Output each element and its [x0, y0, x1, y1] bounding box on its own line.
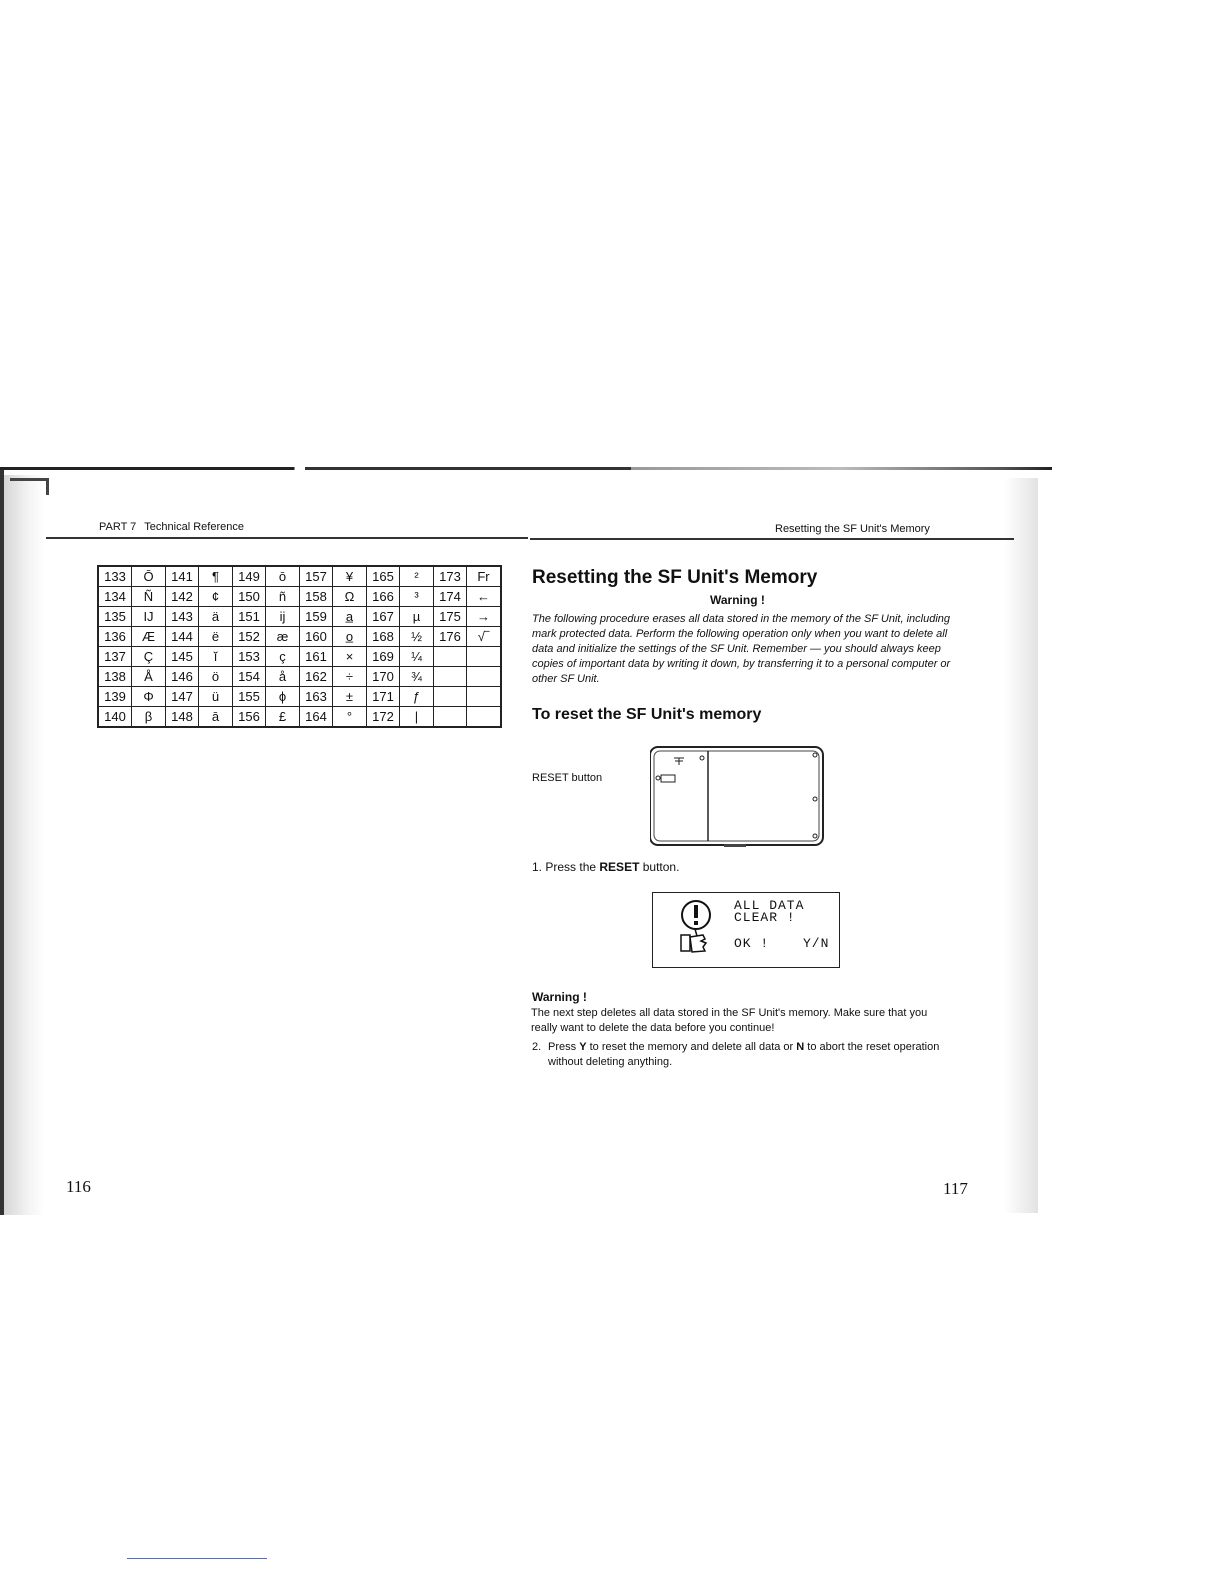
char-glyph-cell: ² — [400, 566, 434, 587]
char-glyph-cell: Å — [132, 667, 166, 687]
char-glyph-cell: å — [266, 667, 300, 687]
char-glyph-cell: ä — [199, 607, 233, 627]
char-glyph-cell: £ — [266, 707, 300, 728]
table-row — [98, 687, 501, 707]
char-code-cell: 156 — [233, 707, 266, 728]
table-row — [98, 607, 501, 627]
table-row — [98, 587, 501, 607]
char-glyph-cell: æ — [266, 627, 300, 647]
char-code-cell: 169 — [367, 647, 400, 667]
procedure-subtitle: To reset the SF Unit's memory — [532, 706, 762, 723]
table-row — [98, 667, 501, 687]
char-code-cell: 152 — [233, 627, 266, 647]
step-1 — [532, 860, 679, 874]
char-code-cell: 171 — [367, 687, 400, 707]
part-label: PART 7 — [99, 521, 137, 533]
lcd-line-1: ALL DATA — [734, 898, 805, 913]
char-code-cell: 154 — [233, 667, 266, 687]
char-code-cell: 161 — [300, 647, 333, 667]
char-code-cell: 163 — [300, 687, 333, 707]
n-key: N — [796, 1041, 805, 1053]
step-2-part-a: Press — [548, 1041, 580, 1053]
char-code-cell: 172 — [367, 707, 400, 728]
char-glyph-cell: Ō — [132, 566, 166, 587]
char-glyph-cell: Ω — [333, 587, 367, 607]
section-title: Resetting the SF Unit's Memory — [532, 567, 818, 588]
char-code-cell: 137 — [98, 647, 132, 667]
table-row — [98, 647, 501, 667]
char-glyph-cell: ½ — [400, 627, 434, 647]
step-2-part-b: to reset the memory and delete all data or — [586, 1041, 797, 1053]
char-code-cell: 162 — [300, 667, 333, 687]
char-glyph-cell: ¢ — [199, 587, 233, 607]
char-code-cell: 149 — [233, 566, 266, 587]
char-code-cell: 173 — [434, 566, 467, 587]
char-code-cell: 158 — [300, 587, 333, 607]
char-code-cell: 174 — [434, 587, 467, 607]
char-code-cell: 151 — [233, 607, 266, 627]
char-code-cell: 157 — [300, 566, 333, 587]
char-glyph-cell: ¾ — [400, 667, 434, 687]
step-2-text — [548, 1040, 952, 1070]
char-glyph-cell: ĭ — [199, 647, 233, 667]
char-glyph-cell: ë — [199, 627, 233, 647]
char-glyph-cell: ¶ — [199, 566, 233, 587]
char-code-cell: 160 — [300, 627, 333, 647]
step-2-part-c: to abort the reset operation without deleting anything. — [548, 1041, 940, 1068]
char-code-cell: 150 — [233, 587, 266, 607]
step-2 — [532, 1040, 952, 1070]
page-number-left: 116 — [66, 1177, 91, 1196]
scan-corner-mark — [10, 478, 49, 495]
char-code-cell: 148 — [166, 707, 199, 728]
char-glyph-cell: ° — [333, 707, 367, 728]
char-code-cell: 170 — [367, 667, 400, 687]
char-glyph-cell: √‾ — [467, 627, 502, 647]
char-glyph-cell: IJ — [132, 607, 166, 627]
char-code-cell — [434, 707, 467, 728]
device-illustration — [650, 745, 825, 850]
char-code-cell — [434, 667, 467, 687]
table-row — [98, 707, 501, 728]
table-row — [98, 627, 501, 647]
scan-left-shadow — [4, 475, 44, 1215]
char-code-cell: 143 — [166, 607, 199, 627]
char-glyph-cell: → — [467, 607, 502, 627]
char-glyph-cell: ij — [266, 607, 300, 627]
char-glyph-cell — [467, 707, 502, 728]
char-glyph-cell: ¼ — [400, 647, 434, 667]
char-glyph-cell: ā — [199, 707, 233, 728]
scan-right-shadow — [1004, 478, 1038, 1213]
char-glyph-cell: ñ — [266, 587, 300, 607]
char-glyph-cell — [467, 687, 502, 707]
left-header-rule — [46, 537, 528, 539]
step-1-number: 1. — [532, 860, 543, 874]
char-glyph-cell: ö — [199, 667, 233, 687]
char-glyph-cell: µ — [400, 607, 434, 627]
char-glyph-cell: ƒ — [400, 687, 434, 707]
char-glyph-cell: Æ — [132, 627, 166, 647]
page-number-right: 117 — [943, 1179, 968, 1198]
lcd-line-yn: Y/N — [803, 936, 830, 951]
char-glyph-cell — [467, 667, 502, 687]
char-code-cell — [434, 647, 467, 667]
char-glyph-cell: ō — [266, 566, 300, 587]
warning-2-heading: Warning ! — [532, 990, 587, 1004]
right-running-header: Resetting the SF Unit's Memory — [775, 523, 930, 535]
char-code-cell: 159 — [300, 607, 333, 627]
char-code-cell — [434, 687, 467, 707]
char-code-cell: 167 — [367, 607, 400, 627]
char-code-cell: 140 — [98, 707, 132, 728]
char-code-cell: 138 — [98, 667, 132, 687]
char-code-cell: 144 — [166, 627, 199, 647]
char-glyph-cell: ¥ — [333, 566, 367, 587]
char-code-cell: 164 — [300, 707, 333, 728]
char-code-cell: 139 — [98, 687, 132, 707]
section-label: Technical Reference — [144, 521, 244, 533]
char-glyph-cell: β — [132, 707, 166, 728]
bottom-rule — [127, 1558, 267, 1559]
char-glyph-cell: Ç — [132, 647, 166, 667]
char-glyph-cell: ³ — [400, 587, 434, 607]
step-2-number: 2. — [532, 1041, 542, 1053]
char-code-cell: 175 — [434, 607, 467, 627]
char-glyph-cell: ± — [333, 687, 367, 707]
step-1-text-post: button. — [639, 860, 680, 874]
char-glyph-cell: a̲ — [333, 607, 367, 627]
char-glyph-cell: Ñ — [132, 587, 166, 607]
step-1-text-pre: Press the — [545, 860, 600, 874]
reset-button-label: RESET button — [532, 772, 603, 784]
table-row — [98, 566, 501, 587]
warning-hand-icon — [679, 899, 711, 959]
char-glyph-cell: × — [333, 647, 367, 667]
char-glyph-cell: ç — [266, 647, 300, 667]
char-code-cell: 165 — [367, 566, 400, 587]
warning-2-text: The next step deletes all data stored in the SF Unit's memory. Make sure that you really want to delete the data before you continue! — [531, 1007, 928, 1034]
char-glyph-cell: o̲ — [333, 627, 367, 647]
scan-top-edge — [0, 467, 1052, 470]
char-glyph-cell: Φ — [132, 687, 166, 707]
warning-text: The following procedure erases all data stored in the memory of the SF Unit, including mark protected data. Perform the following operation only when you want to delete all data and initialize the settings of the SF Unit. Remember — you should always keep copies of important data by writing it down, by transferring it to a personal computer or other SF Unit. — [532, 613, 951, 685]
char-code-cell: 166 — [367, 587, 400, 607]
char-code-cell: 135 — [98, 607, 132, 627]
char-code-cell: 168 — [367, 627, 400, 647]
warning-heading: Warning ! — [710, 593, 765, 607]
char-glyph-cell: ÷ — [333, 667, 367, 687]
char-glyph-cell: | — [400, 707, 434, 728]
left-running-header — [99, 521, 252, 533]
char-code-cell: 147 — [166, 687, 199, 707]
lcd-line-2: CLEAR ! — [734, 910, 796, 925]
char-code-cell: 136 — [98, 627, 132, 647]
lcd-line-3: OK ! — [734, 936, 770, 951]
char-code-cell: 134 — [98, 587, 132, 607]
char-code-cell: 141 — [166, 566, 199, 587]
character-code-table — [97, 565, 502, 728]
char-glyph-cell: ü — [199, 687, 233, 707]
reset-keyword: RESET — [599, 860, 640, 874]
lcd-display — [652, 892, 840, 968]
char-glyph-cell: Fr — [467, 566, 502, 587]
char-code-cell: 155 — [233, 687, 266, 707]
char-code-cell: 145 — [166, 647, 199, 667]
char-code-cell: 142 — [166, 587, 199, 607]
char-code-cell: 153 — [233, 647, 266, 667]
y-key: Y — [579, 1041, 587, 1053]
char-glyph-cell: ϕ — [266, 687, 300, 707]
char-code-cell: 133 — [98, 566, 132, 587]
char-code-cell: 176 — [434, 627, 467, 647]
char-glyph-cell — [467, 647, 502, 667]
char-glyph-cell: ← — [467, 587, 502, 607]
char-code-cell: 146 — [166, 667, 199, 687]
right-header-rule — [530, 538, 1014, 540]
